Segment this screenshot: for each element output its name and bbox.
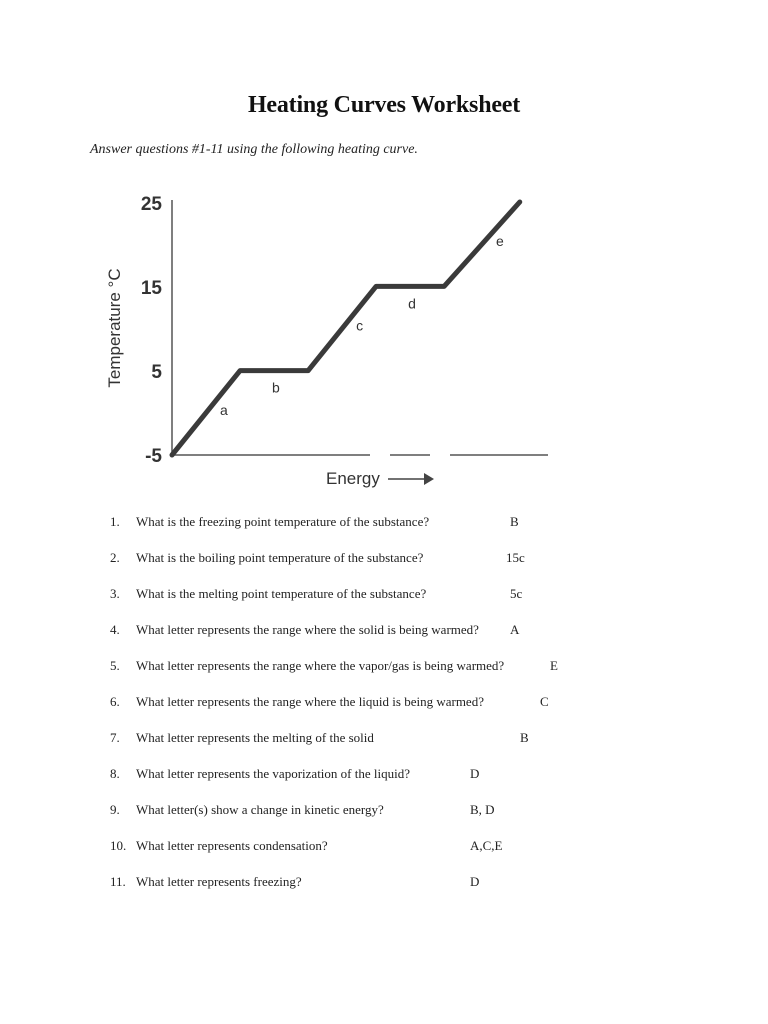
worksheet-title: Heating Curves Worksheet bbox=[247, 92, 521, 118]
question-number: 11. bbox=[110, 874, 126, 889]
question-text: What letter represents the melting of the solid bbox=[136, 730, 374, 745]
question-item bbox=[110, 834, 610, 870]
x-axis-arrow-head bbox=[424, 473, 434, 485]
question-answer: 15c bbox=[506, 550, 525, 565]
question-number: 3. bbox=[110, 586, 120, 601]
question-answer: 5c bbox=[510, 586, 523, 601]
question-number: 10. bbox=[110, 838, 127, 853]
segment-label-d: d bbox=[408, 295, 416, 312]
question-item bbox=[110, 762, 610, 798]
question-item bbox=[110, 582, 610, 618]
question-answer: B, D bbox=[470, 802, 495, 817]
question-answer: A bbox=[510, 622, 520, 637]
question-answer: E bbox=[550, 658, 558, 673]
question-item bbox=[110, 726, 610, 762]
question-text: What letter represents the range where the liquid is being warmed? bbox=[136, 694, 484, 709]
instructions: Answer questions #1-11 using the following heating curve. bbox=[90, 142, 418, 157]
question-item bbox=[110, 618, 610, 654]
question-number: 6. bbox=[110, 694, 120, 709]
question-item bbox=[110, 510, 610, 546]
question-text: What letter represents the vaporization of the liquid? bbox=[136, 766, 410, 781]
y-tick-label-5: 5 bbox=[151, 362, 162, 383]
questions-list bbox=[110, 510, 610, 906]
heating-curve-chart bbox=[90, 180, 570, 500]
question-answer: B bbox=[510, 514, 519, 529]
question-text: What is the boiling point temperature of the substance? bbox=[136, 550, 424, 565]
question-number: 2. bbox=[110, 550, 120, 565]
question-text: What is the melting point temperature of the substance? bbox=[136, 586, 427, 601]
question-number: 9. bbox=[110, 802, 120, 817]
y-axis-label: Temperature °C bbox=[105, 268, 124, 388]
segment-label-c: c bbox=[356, 317, 364, 334]
segment-label-e: e bbox=[495, 233, 504, 250]
x-axis-label: Energy bbox=[326, 469, 380, 488]
question-number: 7. bbox=[110, 730, 120, 745]
question-number: 1. bbox=[110, 514, 120, 529]
segment-label-a: a bbox=[220, 401, 228, 418]
question-text: What letter represents the range where the solid is being warmed? bbox=[136, 622, 479, 637]
y-tick-label-15: 15 bbox=[140, 278, 162, 299]
question-text: What is the freezing point temperature of the substance? bbox=[136, 514, 430, 529]
question-answer: A,C,E bbox=[470, 838, 503, 853]
question-answer: D bbox=[470, 874, 480, 889]
question-item bbox=[110, 690, 610, 726]
y-tick-label-neg5: -5 bbox=[145, 446, 162, 467]
question-number: 5. bbox=[110, 658, 120, 673]
question-text: What letter represents freezing? bbox=[136, 874, 302, 889]
question-answer: B bbox=[520, 730, 529, 745]
question-text: What letter represents the range where the vapor/gas is being warmed? bbox=[136, 658, 505, 673]
question-text: What letter(s) show a change in kinetic energy? bbox=[136, 802, 384, 817]
question-number: 4. bbox=[110, 622, 120, 637]
question-item bbox=[110, 546, 610, 582]
question-item bbox=[110, 798, 610, 834]
question-answer: C bbox=[540, 694, 549, 709]
y-tick-label-25: 25 bbox=[140, 194, 162, 215]
question-text: What letter represents condensation? bbox=[136, 838, 328, 853]
question-number: 8. bbox=[110, 766, 120, 781]
question-answer: D bbox=[470, 766, 480, 781]
segment-label-b: b bbox=[272, 379, 280, 396]
question-item bbox=[110, 870, 610, 906]
question-item bbox=[110, 654, 610, 690]
